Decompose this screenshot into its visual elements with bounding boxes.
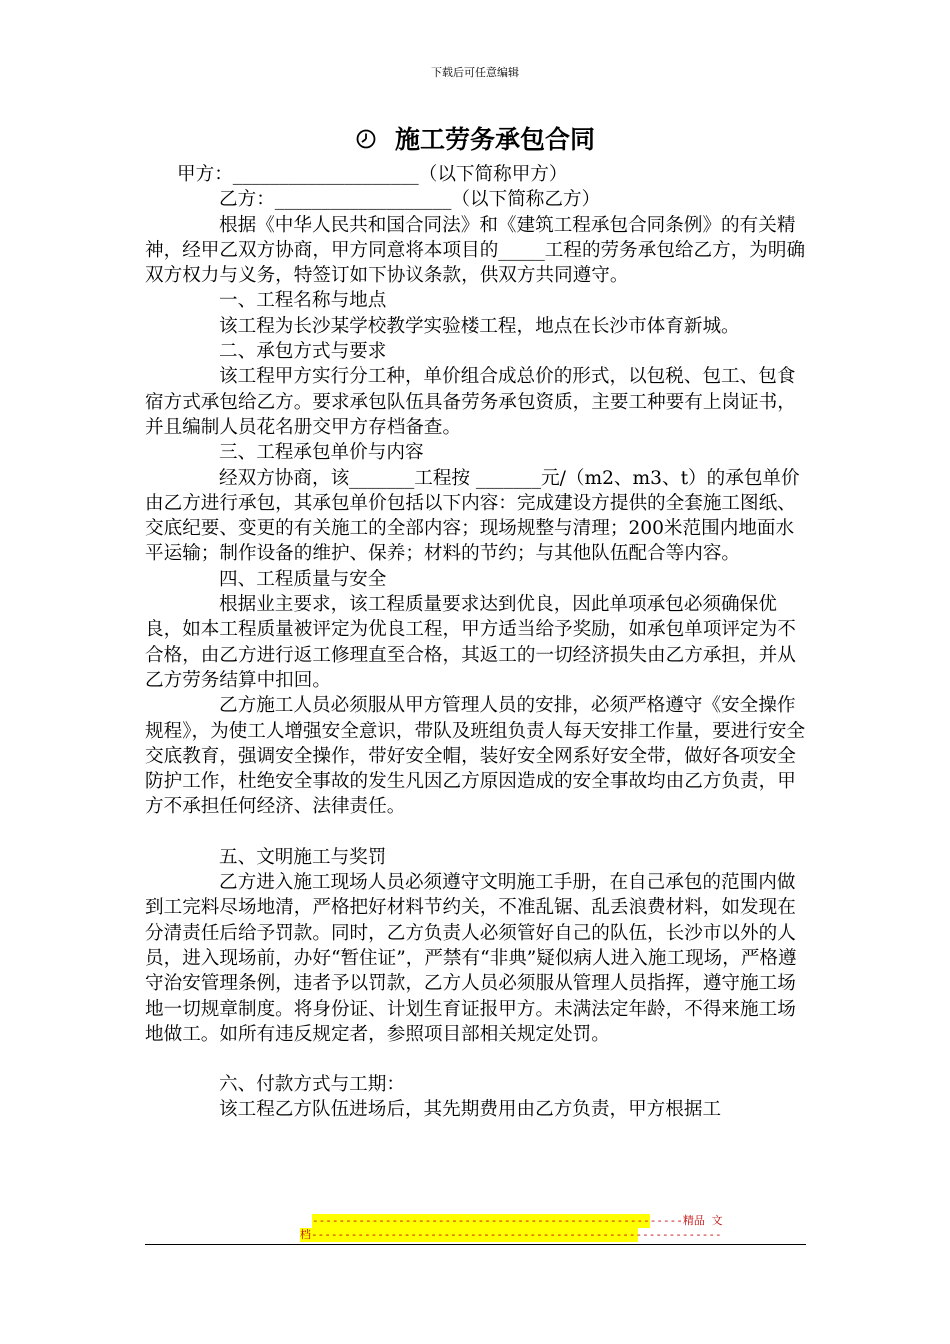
section-3-heading: 三、工程承包单价与内容: [219, 442, 424, 464]
party-a-line: 甲方：____________________（以下简称甲方）: [177, 164, 568, 185]
section-5-body: 乙方进入施工现场人员必须遵守文明施工手册，在自己承包的范围内做到工完料尽场地清，严格把好材料节约关，不准乱锯、乱丢浪费材料，如发现在分清责任后给予罚款。同时，乙方负责人必须管好自己的队伍，长沙市以外的人员，进入现场前，办好“暂住证”，严禁有“非典”疑似病人进入施工现场，严格遵守治安管理条例，违者予以罚款，乙方人员必须服从管理人员指挥，遵守施工场地一切规章制度。将身份证、计划生育证报甲方。未满法定年龄，不得来施工场地做工。如所有违反规定者，参照项目部相关规定处罚。: [145, 872, 797, 1045]
header-note: 下载后可任意编辑: [431, 66, 519, 79]
section-4-body-quality: 根据业主要求，该工程质量要求达到优良，因此单项承包必须确保优良，如本工程质量被评定为优良工程，甲方适当给予奖励，如承包单项评定为不合格，由乙方进行返工修理直至合格，其返工的一切经济损失由乙方承担，并从乙方劳务结算中扣回。: [145, 594, 796, 691]
footer-watermark: [300, 1214, 723, 1242]
section-3-body: 经双方协商，该_______工程按 _______元/（m2、m3、t）的承包单价由乙方进行承包，其承包单价包括以下内容：完成建设方提供的全套施工图纸、交底纪要、变更的有关施工的全部内容；现场规整与清理；200米范围内地面水平运输；制作设备的维护、保养；材料的节约；与其他队伍配合等内容。: [145, 467, 800, 565]
paragraph-gap: [145, 820, 810, 845]
section-6-body: 该工程乙方队伍进场后，其先期费用由乙方负责，甲方根据工: [219, 1099, 722, 1121]
section-5-heading: 五、文明施工与奖罚: [219, 846, 387, 868]
section-6-heading: 六、付款方式与工期：: [219, 1074, 405, 1096]
clock-icon: [355, 128, 377, 150]
footer-rule: [145, 1244, 806, 1245]
footer-watermark-line-2: 档--------------------------------------------------------------: [300, 1228, 722, 1241]
paragraph-gap: [145, 1047, 810, 1072]
intro-paragraph: 根据《中华人民共和国合同法》和《建筑工程承包合同条例》的有关精神，经甲乙双方协商，甲方同意将本项目的_____工程的劳务承包给乙方，为明确双方权力与义务，特签订如下协议条款，供双方共同遵守。: [145, 214, 806, 287]
contract-body: [145, 162, 810, 1123]
footer-watermark-line-1: --------------------------------------------------------精品 文: [312, 1214, 723, 1227]
section-2-body: 该工程甲方实行分工种，单价组合成总价的形式，以包税、包工、包食宿方式承包给乙方。要求承包队伍具备劳务承包资质，主要工种要有上岗证书，并且编制人员花名册交甲方存档备查。: [145, 366, 796, 438]
section-4-heading: 四、工程质量与安全: [219, 568, 387, 590]
section-4-body-safety: 乙方施工人员必须服从甲方管理人员的安排，必须严格遵守《安全操作规程》，为使工人增强安全意识，带队及班组负责人每天安排工作量，要进行安全交底教育，强调安全操作，带好安全帽，装好安全网系好安全带，做好各项安全防护工作，杜绝安全事故的发生凡因乙方原因造成的安全事故均由乙方负责，甲方不承担任何经济、法律责任。: [145, 695, 806, 818]
party-b-line: 乙方：___________________（以下简称乙方）: [219, 189, 601, 211]
document-title-row: [0, 124, 950, 156]
section-1-body: 该工程为长沙某学校教学实验楼工程，地点在长沙市体育新城。: [219, 315, 740, 337]
section-2-heading: 二、承包方式与要求: [219, 341, 387, 363]
document-title: 施工劳务承包合同: [394, 125, 595, 154]
section-1-heading: 一、工程名称与地点: [219, 290, 387, 312]
